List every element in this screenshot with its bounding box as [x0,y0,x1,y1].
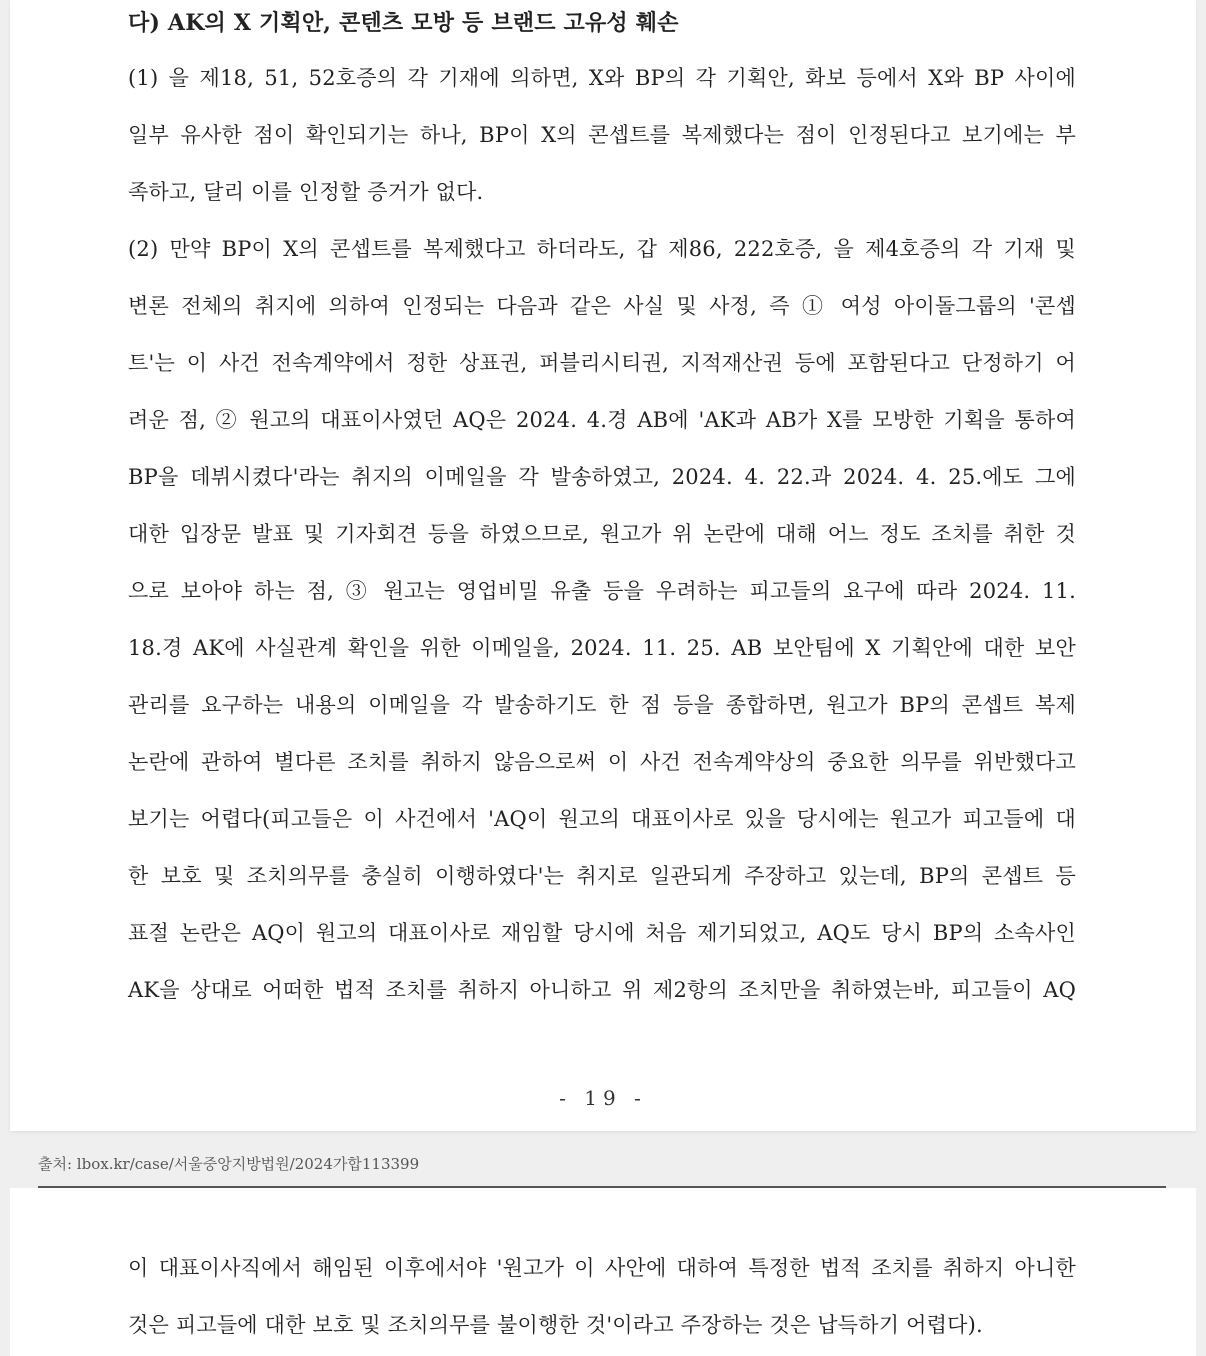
body-line: 일부 유사한 점이 확인되기는 하나, BP이 X의 콘셉트를 복제했다는 점이 인정된다고 보기에는 부 [128,123,1076,147]
section-heading: 다) AK의 X 기획안, 콘텐츠 모방 등 브랜드 고유성 훼손 [128,10,679,36]
body-line: AK을 상대로 어떠한 법적 조치를 취하지 아니하고 위 제2항의 조치만을 취하였는바, 피고들이 AQ [128,978,1076,1002]
body-line: 논란에 관하여 별다른 조치를 취하지 않음으로써 이 사건 전속계약상의 중요한 의무를 위반했다고 [128,750,1076,774]
body-line: 이 대표이사직에서 해임된 이후에서야 '원고가 이 사안에 대하여 특정한 법적 조치를 취하지 아니한 [128,1256,1076,1280]
body-line: BP을 데뷔시켰다'라는 취지의 이메일을 각 발송하였고, 2024. 4. 22.과 2024. 4. 25.에도 그에 [128,465,1076,489]
body-line: 변론 전체의 취지에 의하여 인정되는 다음과 같은 사실 및 사정, 즉 ① 여성 아이돌그룹의 '콘셉 [128,294,1076,318]
body-line: 으로 보아야 하는 점, ③ 원고는 영업비밀 유출 등을 우려하는 피고들의 요구에 따라 2024. 11. [128,579,1076,603]
body-line: (2) 만약 BP이 X의 콘셉트를 복제했다고 하더라도, 갑 제86, 222호증, 을 제4호증의 각 기재 및 [128,237,1076,261]
body-line: 족하고, 달리 이를 인정할 증거가 없다. [128,180,484,204]
body-line: 것은 피고들에 대한 보호 및 조치의무를 불이행한 것'이라고 주장하는 것은 납득하기 어렵다). [128,1313,983,1337]
body-line: 18.경 AK에 사실관계 확인을 위한 이메일을, 2024. 11. 25. AB 보안팀에 X 기획안에 대한 보안 [128,636,1076,660]
body-line: 려운 점, ② 원고의 대표이사였던 AQ은 2024. 4.경 AB에 'AK과 AB가 X를 모방한 기획을 통하여 [128,408,1076,432]
body-line: 관리를 요구하는 내용의 이메일을 각 발송하기도 한 점 등을 종합하면, 원고가 BP의 콘셉트 복제 [128,693,1076,717]
body-line: 표절 논란은 AQ이 원고의 대표이사로 재임할 당시에 처음 제기되었고, AQ도 당시 BP의 소속사인 [128,921,1076,945]
body-line: 보기는 어렵다(피고들은 이 사건에서 'AQ이 원고의 대표이사로 있을 당시에는 원고가 피고들에 대 [128,807,1076,831]
source-caption [38,1150,1166,1188]
body-line: (1) 을 제18, 51, 52호증의 각 기재에 의하면, X와 BP의 각 기획안, 화보 등에서 X와 BP 사이에 [128,66,1076,90]
body-line: 대한 입장문 발표 및 기자회견 등을 하였으므로, 원고가 위 논란에 대해 어느 정도 조치를 취한 것 [128,522,1076,546]
document-page [10,0,1196,1131]
source-link[interactable]: 출처: lbox.kr/case/서울중앙지방법원/2024가합113399 [38,1155,420,1173]
page-number: - 19 - [559,1086,647,1110]
body-line: 트'는 이 사건 전속계약에서 정한 상표권, 퍼블리시티권, 지적재산권 등에 포함된다고 단정하기 어 [128,351,1076,375]
body-line: 한 보호 및 조치의무를 충실히 이행하였다'는 취지로 일관되게 주장하고 있는데, BP의 콘셉트 등 [128,864,1076,888]
next-document-page [10,1188,1196,1356]
